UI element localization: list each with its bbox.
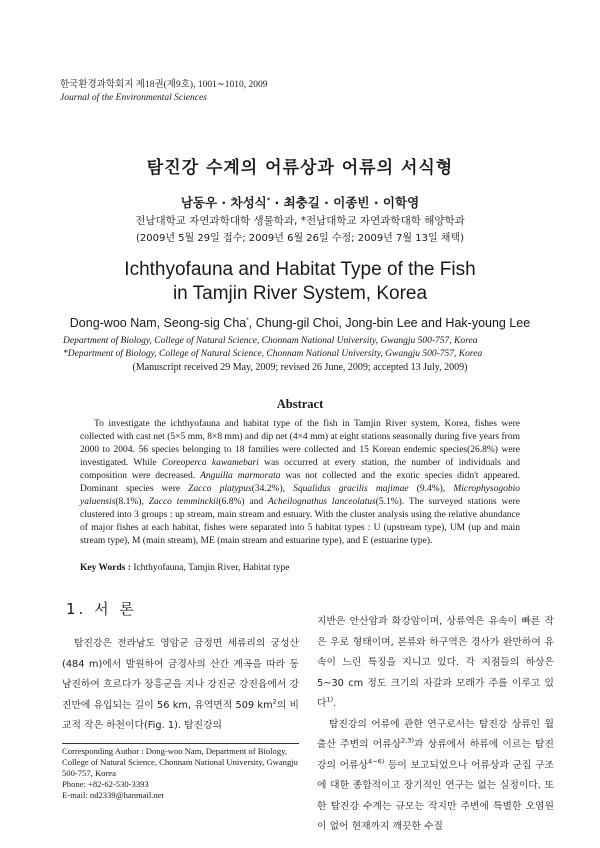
section-heading-introduction: 1. 서 론 [66,600,137,618]
species-name: Zacco platypus [188,484,252,494]
english-authors-b: , Chung-gil Choi, Jong-bin Lee and Hak-young Lee [248,316,531,330]
abstract-heading: Abstract [276,397,324,411]
corresponding-author-footnote [62,746,302,801]
paragraph [317,715,554,838]
right-column [317,612,554,838]
paragraph-text: 탐진강의 어류에 관한 연구로서는 탐진강 상류인 월출산 주변의 어류상 [317,718,554,750]
abstract-text: (8.1%), [115,497,149,507]
paragraph [317,612,554,715]
species-name: Coreoperca kawamebari [161,458,259,468]
english-title-line2: in Tamjin River System, Korea [172,283,428,304]
footnote-divider [62,743,299,744]
abstract-text: (34.2%), [251,484,294,494]
citation-superscript: 4∼6) [367,757,385,766]
species-name: Microphysogobio yaluensis [80,484,520,507]
english-affil-line2: *Department of Biology, College of Natural Science, Chonnam National University, Gwangju 500-757, Korea [63,349,483,359]
english-authors-a: Dong-woo Nam, Seong-sig Cha [69,316,247,330]
footnote-phone: Phone: +82-62-530-3393 [62,779,149,789]
paragraph-text: 지반은 안산암과 화강암이며, 상류역은 유속이 빠른 작은 우로 형태이며, 본류와 하구역은 경사가 완만하여 유속이 느린 특징을 지니고 있다. 각 지점들의 하상은 5~30 cm 정도 크기의 자갈과 모래가 주를 이루고 있다 [317,616,554,709]
abstract-text: To investigate the ichthyofauna and habitat type of the fish in Tamjin River system, Korea, fishes were collected with cast net (5×5 mm, 8×8 mm) and dip net (4×4 mm) at eight stations seasonally during five years from 2000 to 2004. 56 species belonging to 18 families were collected and 15 Korean endemic species(26.8%) were investigated. While [80,419,520,468]
abstract-text: was not collected and the exotic species didn't appeared. Dominant species were [80,471,521,494]
species-name: Acheilognathus lanceolatus [267,497,376,507]
korean-author-mark: * [266,195,271,204]
english-author-mark: * [246,316,249,324]
paragraph [62,634,299,737]
species-name: Zacco temminckii [148,497,219,507]
english-authors [0,316,600,330]
journal-korean-line: 한국환경과학회지 제18권(제9호), 1001∼1010, 2009 [60,80,268,90]
keywords [80,563,520,573]
superscript: 2 [272,697,277,706]
english-affil-line1: Department of Biology, College of Natural Science, Chonnam National University, Gwangju 500-757, Korea [63,336,478,346]
abstract-text: (9.4%), [408,484,454,494]
footnote-author: Corresponding Author : Dong-woo Nam, Department of Biology, College of Natural Science, Chonnam National University, Gwangju 500-757, Korea [62,746,298,778]
journal-header [60,79,268,105]
korean-authors-a: 남동우 · 차성식 [180,195,267,210]
english-dates: (Manuscript received 29 May, 2009; revised 26 June, 2009; accepted 13 July, 2009) [132,362,468,373]
korean-title: 탐진강 수계의 어류상과 어류의 서식형 [146,158,454,178]
english-title-line1: Ichthyofauna and Habitat Type of the Fish [124,259,476,280]
paragraph-text: 탐진강은 전라남도 영암군 금정면 세류리의 궁성산(484 m)에서 발원하여 금경사의 산간 계곡을 따라 동남진하여 흐르다가 장흥군을 지나 강진군 강진읍에서 강진만에 유입되는 길이 56 km, 유역면적 509 km [62,638,299,711]
paragraph-text: . [333,698,337,709]
korean-authors [0,193,600,211]
paragraph-text: 의 비교적 작은 하천이다(Fig. 1). 탐진강의 [62,699,299,731]
korean-dates: (2009년 5월 29일 접수; 2009년 6월 26일 수정; 2009년 7월 13일 채택) [135,233,464,244]
keywords-label: Key Words : [80,563,132,573]
paragraph-text: 과 상류에서 하류에 이르는 탐진강의 어류상 [317,739,554,771]
paragraph-text: 등이 보고되었으나 어류상과 군집 구조에 대한 종합적이고 장기적인 연구는 없는 실정이다. 또한 탐진강 수계는 규모는 작지만 주변에 특별한 오염원이 없어 현재까지 깨끗한 수질 [317,759,554,832]
keywords-value: Ichthyofauna, Tamjin River, Habitat type [131,563,290,573]
abstract-text: (5.1%). The surveyed stations were clustered into 3 groups : up stream, main stream and estuary. With the cluster analysis using the relative abundance of major fishes at each habitat, fishes were separated into 5 habitat types : U (upstream type), UM (up and main stream type), M (main stream), ME (main stream and estuarine type), and E (estuarine type). [80,497,520,546]
species-name: Squalidus gracilis majimae [293,484,409,494]
species-name: Anguilla marmorata [200,471,281,481]
left-column [62,634,299,737]
citation-superscript: 2,3) [401,736,415,745]
english-affiliation [63,335,541,361]
korean-affiliation: 전남대학교 자연과학대학 생물학과, *전남대학교 자연과학대학 해양학과 [135,215,465,227]
abstract-text: was occurred at every station, the number of individuals and composition were decreased. [80,458,520,481]
journal-english-line: Journal of the Environmental Sciences [60,93,207,103]
citation-superscript: 1) [326,695,334,704]
korean-authors-b: · 최충길 · 이종빈 · 이학영 [270,195,420,210]
abstract-body [80,418,520,548]
abstract-text: (6.8%) and [218,497,268,507]
footnote-email: E-mail: nd2339@hanmail.net [62,790,164,800]
english-title [0,258,600,306]
